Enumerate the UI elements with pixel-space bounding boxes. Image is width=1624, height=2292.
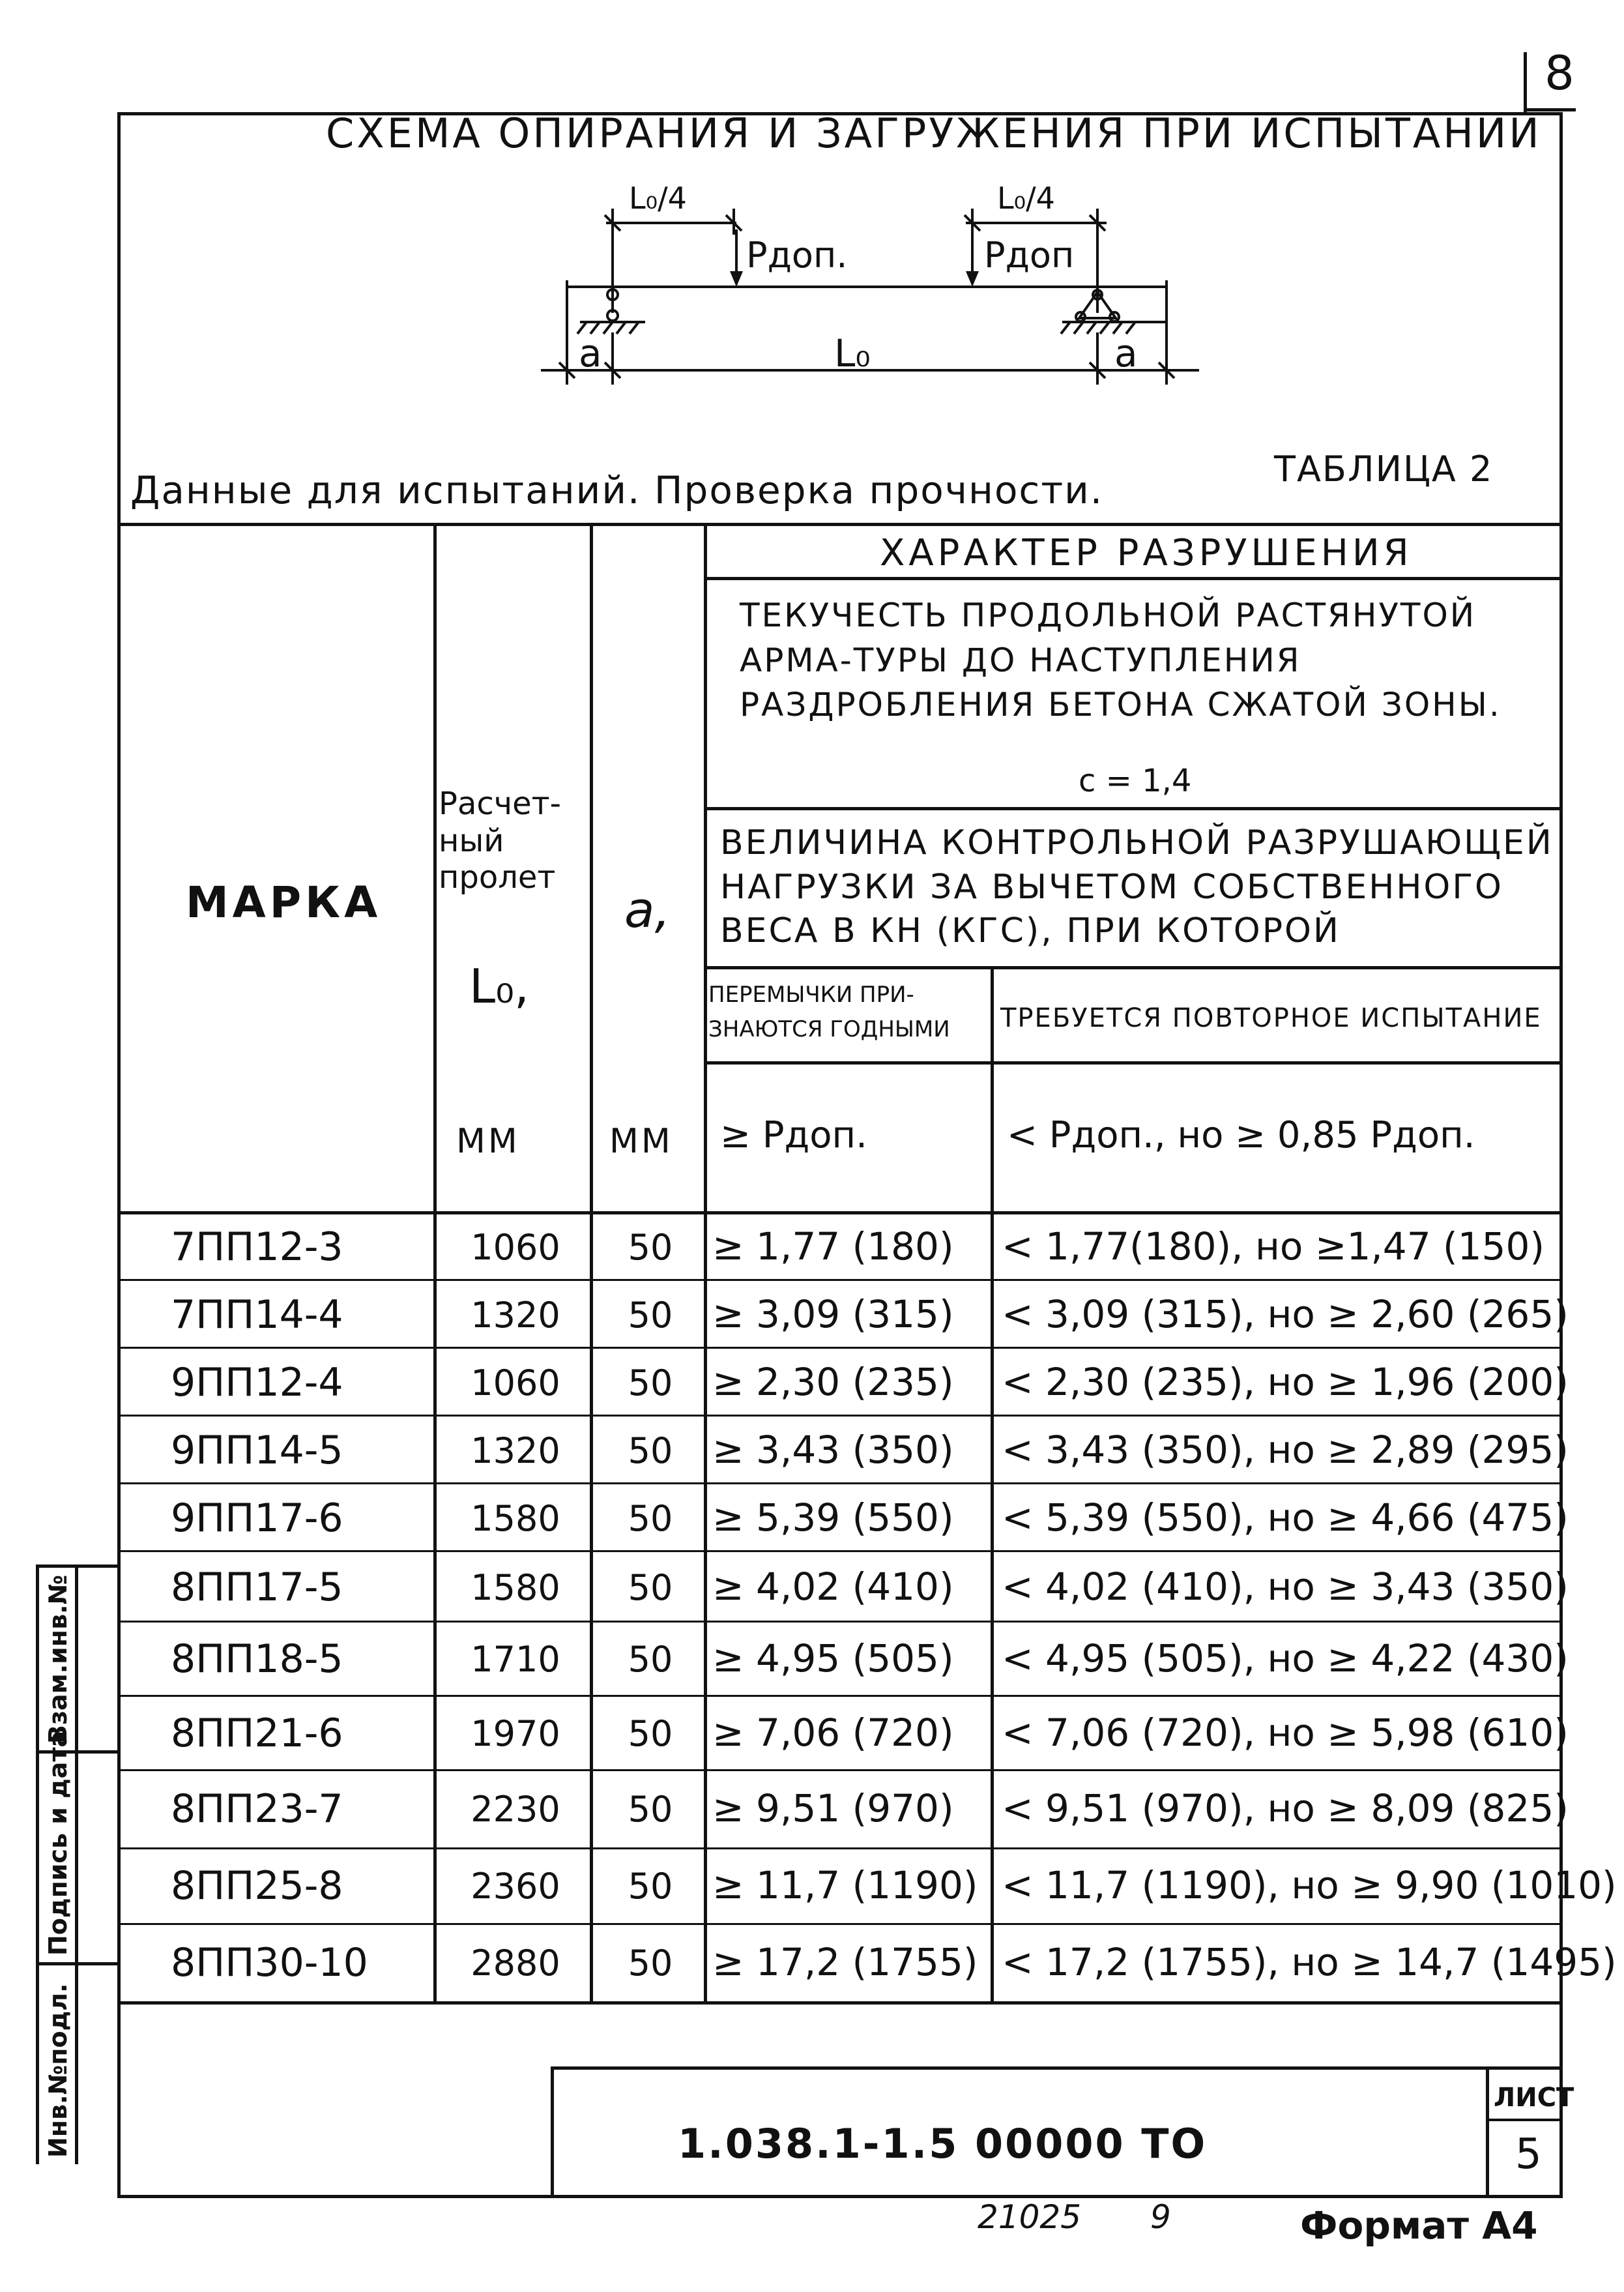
- loading-scheme-diagram: [521, 183, 1212, 404]
- cell-mark: 8ПП30-10: [171, 1940, 368, 1986]
- cell-support: 50: [628, 1639, 673, 1680]
- cell-retest: < 2,30 (235), но ≥ 1,96 (200): [1002, 1360, 1569, 1404]
- cell-support: 50: [628, 1866, 673, 1907]
- cell-retest: < 3,43 (350), но ≥ 2,89 (295): [1002, 1428, 1569, 1472]
- cell-span: 2230: [471, 1789, 560, 1830]
- cell-support: 50: [628, 1943, 673, 1984]
- page-number-divider: [1524, 52, 1527, 112]
- cell-support: 50: [628, 1362, 673, 1403]
- cell-span: 1060: [471, 1227, 560, 1268]
- cell-suitable: ≥ 4,02 (410): [712, 1565, 954, 1609]
- cell-span: 1320: [471, 1430, 560, 1471]
- unit-support: ММ: [609, 1122, 673, 1161]
- cell-suitable: ≥ 9,51 (970): [712, 1786, 954, 1830]
- cell-mark: 8ПП23-7: [171, 1786, 343, 1832]
- criterion-retest: < Pдоп., но ≥ 0,85 Pдоп.: [1007, 1114, 1475, 1156]
- cell-suitable: ≥ 5,39 (550): [712, 1495, 954, 1540]
- header-span-symbol: L₀,: [469, 959, 529, 1014]
- cell-span: 1710: [471, 1639, 560, 1680]
- page-number: 8: [1544, 46, 1574, 100]
- cell-retest: < 5,39 (550), но ≥ 4,66 (475): [1002, 1495, 1569, 1540]
- support-label-right: a: [1114, 331, 1138, 375]
- cell-suitable: ≥ 3,43 (350): [712, 1428, 954, 1472]
- criterion-suitable: ≥ Pдоп.: [720, 1114, 867, 1156]
- cell-span: 1060: [471, 1362, 560, 1403]
- load-label-left: Pдоп.: [746, 235, 848, 276]
- cell-retest: < 7,06 (720), но ≥ 5,98 (610): [1002, 1711, 1569, 1755]
- cell-support: 50: [628, 1295, 673, 1336]
- cell-retest: < 4,02 (410), но ≥ 3,43 (350): [1002, 1565, 1569, 1609]
- cell-suitable: ≥ 7,06 (720): [712, 1711, 954, 1755]
- header-design-span: Расчет- ный пролет: [439, 786, 561, 896]
- cell-support: 50: [628, 1498, 673, 1539]
- cell-support: 50: [628, 1227, 673, 1268]
- cell-mark: 7ПП14-4: [171, 1292, 343, 1338]
- cell-support: 50: [628, 1789, 673, 1830]
- archive-number: 21025: [978, 2198, 1082, 2236]
- cell-retest: < 11,7 (1190), но ≥ 9,90 (1010): [1002, 1863, 1617, 1907]
- replaces-inv-label: Взам.инв.№: [44, 1574, 72, 1744]
- cell-span: 1320: [471, 1295, 560, 1336]
- cell-mark: 9ПП17-6: [171, 1495, 343, 1541]
- load-label-right: Pдоп: [984, 235, 1075, 276]
- copy-number: 9: [1150, 2198, 1171, 2236]
- cell-suitable: ≥ 3,09 (315): [712, 1292, 954, 1336]
- header-retest: ТРЕБУЕТСЯ ПОВТОРНОЕ ИСПЫТАНИЕ: [1000, 1003, 1542, 1033]
- cell-support: 50: [628, 1567, 673, 1608]
- unit-span: ММ: [456, 1122, 520, 1161]
- table-label: ТАБЛИЦА 2: [1274, 448, 1494, 490]
- format-label: Формат А4: [1300, 2203, 1538, 2248]
- quarter-span-label-right: L₀/4: [997, 183, 1055, 216]
- cell-mark: 8ПП17-5: [171, 1565, 343, 1610]
- failure-description: ТЕКУЧЕСТЬ ПРОДОЛЬНОЙ РАСТЯНУТОЙ АРМА-ТУРЫ ДО НАСТУПЛЕНИЯ РАЗДРОБЛЕНИЯ БЕТОНА СЖАТОЙ ЗОНЫ.: [740, 596, 1501, 724]
- support-label-left: a: [579, 331, 602, 375]
- cell-suitable: ≥ 2,30 (235): [712, 1360, 954, 1404]
- cell-support: 50: [628, 1430, 673, 1471]
- cell-retest: < 9,51 (970), но ≥ 8,09 (825): [1002, 1786, 1569, 1830]
- cell-suitable: ≥ 11,7 (1190): [712, 1863, 978, 1907]
- header-suitable: ПЕРЕМЫЧКИ ПРИ-ЗНАЮТСЯ ГОДНЫМИ: [708, 982, 950, 1042]
- cell-suitable: ≥ 4,95 (505): [712, 1636, 954, 1681]
- cell-retest: < 3,09 (315), но ≥ 2,60 (265): [1002, 1292, 1569, 1336]
- header-failure-character: ХАРАКТЕР РАЗРУШЕНИЯ: [880, 532, 1413, 574]
- cell-retest: < 17,2 (1755), но ≥ 14,7 (1495): [1002, 1940, 1617, 1984]
- cell-span: 1580: [471, 1498, 560, 1539]
- coefficient-c: c = 1,4: [1079, 763, 1192, 799]
- cell-support: 50: [628, 1713, 673, 1754]
- cell-suitable: ≥ 1,77 (180): [712, 1224, 954, 1269]
- cell-span: 2360: [471, 1866, 560, 1907]
- cell-mark: 8ПП25-8: [171, 1863, 343, 1909]
- section-title: Данные для испытаний. Проверка прочности.: [130, 468, 1104, 512]
- document-code: 1.038.1-1.5 00000 ТО: [678, 2120, 1208, 2167]
- scheme-title: СХЕМА ОПИРАНИЯ И ЗАГРУЖЕНИЯ ПРИ ИСПЫТАНИИ: [326, 110, 1542, 157]
- cell-mark: 7ПП12-3: [171, 1224, 343, 1270]
- cell-span: 1580: [471, 1567, 560, 1608]
- quarter-span-label-left: L₀/4: [629, 183, 687, 216]
- header-support-length: a,: [624, 881, 671, 939]
- cell-span: 1970: [471, 1713, 560, 1754]
- sheet-label: ЛИСТ: [1494, 2083, 1574, 2113]
- sheet-number: 5: [1515, 2130, 1542, 2179]
- span-label: L₀: [834, 331, 871, 375]
- cell-retest: < 4,95 (505), но ≥ 4,22 (430): [1002, 1636, 1569, 1681]
- cell-mark: 9ПП14-5: [171, 1428, 343, 1473]
- cell-span: 2880: [471, 1943, 560, 1984]
- inv-original-label: Инв.№подл.: [44, 1983, 72, 2158]
- load-description: ВЕЛИЧИНА КОНТРОЛЬНОЙ РАЗРУШАЮЩЕЙ НАГРУЗКИ ЗА ВЫЧЕТОМ СОБСТВЕННОГО ВЕСА В КН (КГС), ПРИ КОТОРОЙ: [720, 823, 1554, 951]
- cell-mark: 8ПП21-6: [171, 1711, 343, 1756]
- cell-suitable: ≥ 17,2 (1755): [712, 1940, 978, 1984]
- cell-retest: < 1,77(180), но ≥1,47 (150): [1002, 1224, 1544, 1269]
- cell-mark: 9ПП12-4: [171, 1360, 343, 1405]
- cell-mark: 8ПП18-5: [171, 1636, 343, 1682]
- side-stamp: [36, 1565, 114, 2164]
- header-mark: МАРКА: [186, 877, 382, 928]
- signature-date-label: Подпись и дата: [44, 1730, 72, 1956]
